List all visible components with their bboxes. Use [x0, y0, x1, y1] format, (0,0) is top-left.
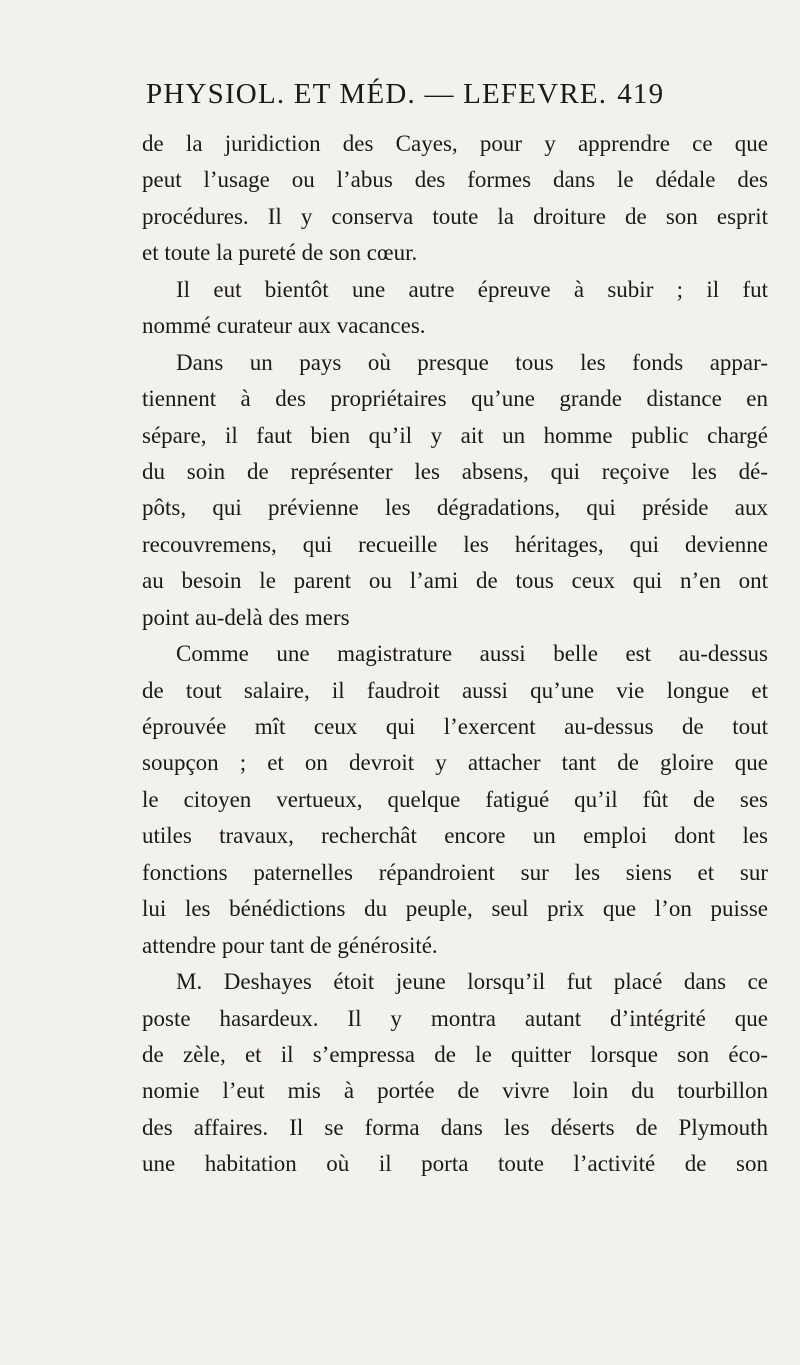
text-line: pôts, qui prévienne les dégradations, qui préside aux [142, 495, 768, 521]
text-line: M. Deshayes étoit jeune lorsqu’il fut placé dans ce [176, 969, 768, 995]
text-line: une habitation où il porta toute l’activité de son [142, 1151, 768, 1177]
text-line: de zèle, et il s’empressa de le quitter lorsque son éco- [142, 1041, 768, 1067]
text-line: point au-delà des mers [142, 604, 350, 630]
text-line: Dans un pays où presque tous les fonds appar- [176, 349, 768, 375]
running-title: PHYSIOL. ET MÉD. — LEFEVRE. [146, 78, 608, 110]
text-line: nommé curateur aux vacances. [142, 313, 426, 339]
text-line: le citoyen vertueux, quelque fatigué qu’il fût de ses [142, 786, 768, 812]
text-line: procédures. Il y conserva toute la droiture de son esprit [142, 203, 768, 229]
body-text [142, 126, 768, 1183]
text-line: Il eut bientôt une autre épreuve à subir ; il fut [176, 276, 768, 302]
text-line: recouvremens, qui recueille les héritages, qui devienne [142, 531, 768, 557]
text-line: nomie l’eut mis à portée de vivre loin du tourbillon [142, 1078, 768, 1104]
text-line: peut l’usage ou l’abus des formes dans le dédale des [142, 167, 768, 193]
text-line: de la juridiction des Cayes, pour y apprendre ce que [142, 131, 768, 156]
text-line: tiennent à des propriétaires qu’une grande distance en [142, 386, 768, 412]
running-head [146, 78, 746, 128]
text-line: soupçon ; et on devroit y attacher tant de gloire que [142, 750, 768, 776]
text-line: de tout salaire, il faudroit aussi qu’une vie longue et [142, 677, 768, 703]
page-number: 419 [617, 78, 665, 110]
text-line: lui les bénédictions du peuple, seul prix que l’on puisse [142, 896, 768, 922]
text-line: fonctions paternelles répandroient sur les siens et sur [142, 859, 768, 885]
text-line: attendre pour tant de générosité. [142, 932, 438, 958]
text-line: des affaires. Il se forma dans les déserts de Plymouth [142, 1114, 768, 1140]
text-line: Comme une magistrature aussi belle est au-dessus [176, 641, 768, 667]
text-line: au besoin le parent ou l’ami de tous ceux qui n’en ont [142, 568, 768, 594]
text-line: du soin de représenter les absens, qui reçoive les dé- [142, 458, 768, 484]
text-line: poste hasardeux. Il y montra autant d’intégrité que [142, 1005, 768, 1031]
text-line: sépare, il faut bien qu’il y ait un homme public chargé [142, 422, 768, 448]
text-line: éprouvée mît ceux qui l’exercent au-dessus de tout [142, 714, 768, 739]
text-line: et toute la pureté de son cœur. [142, 240, 418, 266]
text-line: utiles travaux, recherchât encore un emploi dont les [142, 823, 768, 849]
